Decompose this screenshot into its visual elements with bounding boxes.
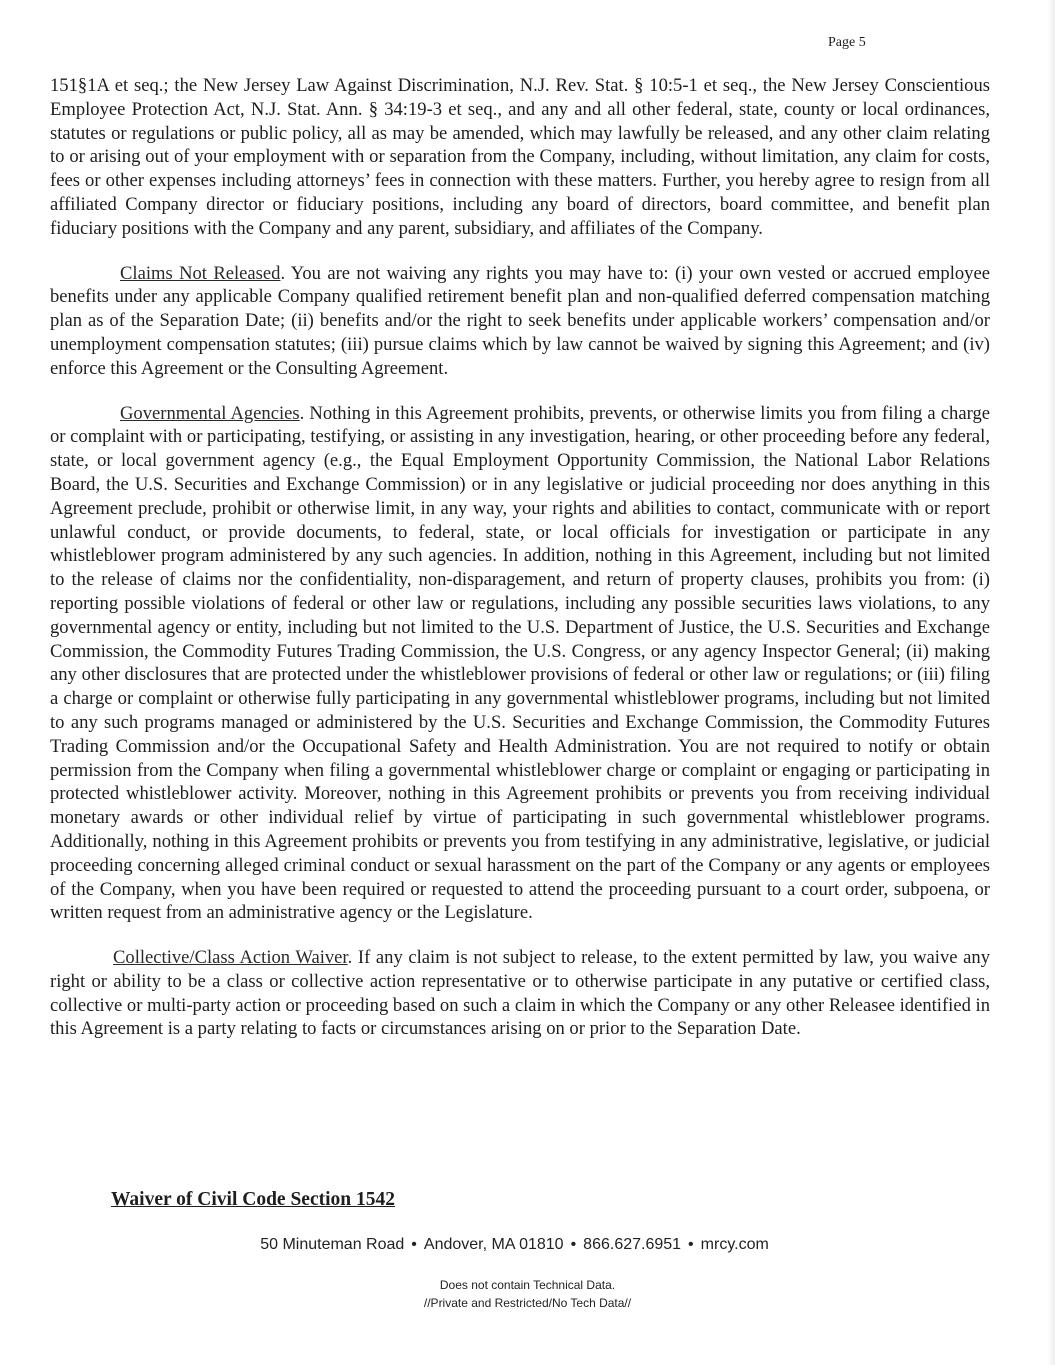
document-body <box>50 74 990 1041</box>
footer-address-line <box>0 1236 1055 1254</box>
footer-note-classification: //Private and Restricted/No Tech Data// <box>423 1296 632 1310</box>
footer-separator: • <box>688 1236 694 1253</box>
footer-website: mrcy.com <box>700 1236 769 1253</box>
paragraph-claims-not-released <box>50 262 990 381</box>
footer-separator: • <box>570 1236 577 1253</box>
scan-edge-shadow <box>1047 0 1055 1365</box>
footer-street: 50 Minuteman Road <box>260 1236 405 1253</box>
paragraph-collective-class-action-waiver <box>50 946 990 1041</box>
claims-not-released-heading: Claims Not Released <box>120 262 281 284</box>
governmental-agencies-heading: Governmental Agencies <box>120 402 300 424</box>
collective-class-action-waiver-text: . If any claim is not subject to release, to the extent permitted by law, you waive any right or ability to be a class or collective action representative or to otherwise participate in any putative or certified class, collective or multi-party action or proceeding based on such a claim in which the Company or any other Releasee identified in this Agreement is a party relating to facts or circumstances arising on or prior to the Separation Date. <box>50 947 990 1040</box>
paragraph-governmental-agencies <box>50 402 990 926</box>
paragraph-release-continuation: 151§1A et seq.; the New Jersey Law Against Discrimination, N.J. Rev. Stat. § 10:5-1 et seq., the New Jersey Conscientious Employee Protection Act, N.J. Stat. Ann. § 34:19-3 et seq., and any and all other federal, state, county or local ordinances, statutes or regulations or public policy, all as may be amended, which may lawfully be released, and any other claim relating to or arising out of your employment with or separation from the Company, including, without limitation, any claim for costs, fees or other expenses including attorneys’ fees in connection with these matters. Further, you hereby agree to resign from all affiliated Company director or fiduciary positions, including any board of directors, board committee, and benefit plan fiduciary positions with the Company and any parent, subsidiary, and affiliates of the Company. <box>50 75 990 239</box>
page-number: Page 5 <box>828 35 866 50</box>
footer-city: Andover, MA 01810 <box>423 1236 564 1253</box>
governmental-agencies-text: . Nothing in this Agreement prohibits, prevents, or otherwise limits you from filing a charge or complaint with or participating, testifying, or assisting in any investigation, hearing, or other proceeding before any federal, state, or local government agency (e.g., the Equal Employment Opportunity Commission, the National Labor Relations Board, the U.S. Securities and Exchange Commission) or in any legislative or judicial proceeding nor does anything in this Agreement preclude, prohibit or otherwise limit, in any way, your rights and abilities to contact, communicate with or report unlawful conduct, or provide documents, to federal, state, or local officials for investigation or participate in any whistleblower program administered by any such agencies. In addition, nothing in this Agreement, including but not limited to the release of claims nor the confidentiality, non-disparagement, and return of property clauses, prohibits you from: (i) reporting possible violations of federal or other law or regulations, including any possible securities laws violations, to any governmental agency or entity, including but not limited to the U.S. Department of Justice, the U.S. Securities and Exchange Commission, the Commodity Futures Trading Commission, the U.S. Congress, or any agency Inspector General; (ii) making any other disclosures that are protected under the whistleblower provisions of federal or other law or regulations; or (iii) filing a charge or complaint or otherwise fully participating in any governmental whistleblower programs, including but not limited to any such programs managed or administered by the U.S. Securities and Exchange Commission, the Commodity Futures Trading Commission and/or the Occupational Safety and Health Administration. You are not required to notify or obtain permission from the Company when filing a governmental whistleblower charge or complaint or engaging or participating in protected whistleblower activity. Moreover, nothing in this Agreement prohibits or prevents you from receiving individual monetary awards or other individual relief by virtue of participating in such governmental whistleblower programs. Additionally, nothing in this Agreement prohibits or prevents you from testifying in any administrative, legislative, or judicial proceeding concerning alleged criminal conduct or sexual harassment on the part of the Company or any agents or employees of the Company, when you have been required or requested to attend the proceeding pursuant to a court order, subpoena, or written request from an administrative agency or the Legislature. <box>50 402 990 924</box>
footer-phone: 866.627.6951 <box>583 1236 682 1253</box>
footer-separator: • <box>411 1236 417 1253</box>
footer-note-technical-data: Does not contain Technical Data. <box>439 1278 616 1292</box>
collective-class-action-waiver-heading: Collective/Class Action Waiver <box>113 947 348 969</box>
claims-not-released-text: . You are not waiving any rights you may have to: (i) your own vested or accrued employee benefits under any applicable Company qualified retirement benefit plan and non-qualified deferred compensation matching plan as of the Separation Date; (ii) benefits and/or the right to seek benefits under applicable workers’ compensation and/or unemployment compensation statutes; (iii) pursue claims which by law cannot be waived by signing this Agreement; and (iv) enforce this Agreement or the Consulting Agreement. <box>50 262 990 379</box>
section-heading-civil-code-1542: Waiver of Civil Code Section 1542 <box>111 1189 395 1210</box>
